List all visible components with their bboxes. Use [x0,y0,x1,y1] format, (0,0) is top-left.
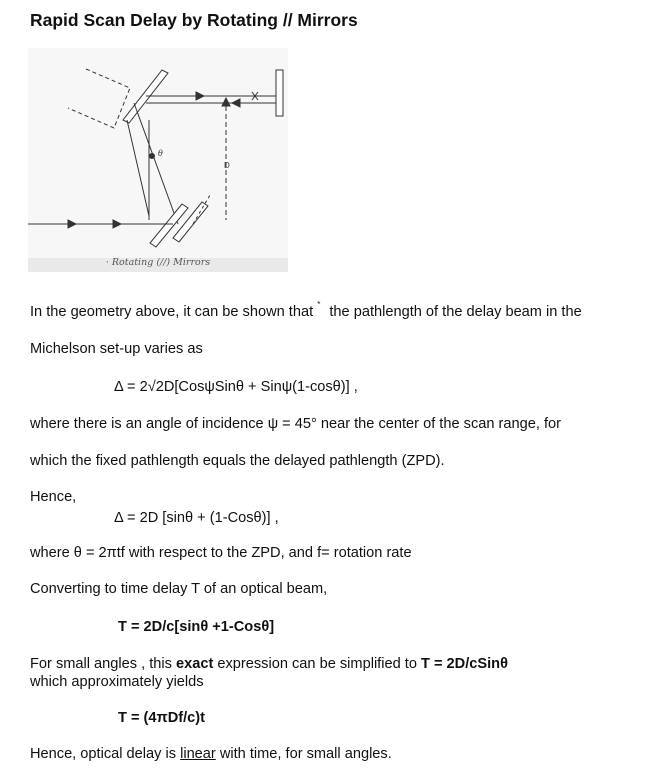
linear-word: linear [180,746,216,762]
distance-d-label: D [224,161,230,170]
pivot-point [150,154,155,159]
small-angles-middle: expression can be simplified to [213,656,421,672]
mirror-diagram [28,48,288,272]
exact-word: exact [176,656,214,672]
beam-diagonal [134,103,178,224]
figure-caption: · Rotating (//) Mirrors [105,257,211,268]
page-title: Rapid Scan Delay by Rotating // Mirrors [30,10,358,30]
equation-4: T = (4πDf/c)t [118,710,205,726]
conclusion-line [30,746,392,762]
hence-label: Hence, [30,489,77,505]
paragraph-1-line-1 [30,300,582,320]
paragraph-2-line-2: which the fixed pathlength equals the delayed pathlength (ZPD). [30,453,445,469]
approximately-line: which approximately yields [30,674,204,690]
where-theta-line: where θ = 2πtf with respect to the ZPD, and f= rotation rate [30,545,412,561]
small-angles-before: For small angles , this [30,656,176,672]
theta-label: θ [158,149,163,158]
small-angles-line [30,656,508,672]
para1-after: the pathlength of the delay beam in the [329,304,582,320]
arrow-d-top [222,98,230,106]
footnote-star: * [317,300,321,309]
arrow-lower-1 [68,220,76,228]
converting-line: Converting to time delay T of an optical beam, [30,581,328,597]
arrow-upper-2 [232,99,240,107]
equation-2: Δ = 2D [sinθ + (1-Cosθ)] , [114,510,279,526]
upper-mirror-rotated-dashed [68,69,130,128]
simplified-formula: T = 2D/cSinθ [421,656,508,672]
equation-1: Δ = 2√2D[CosψSinθ + Sinψ(1-cosθ)] , [114,379,358,395]
lower-mirror-1 [150,204,188,247]
conclusion-after: with time, for small angles. [215,746,392,762]
conclusion-before: Hence, optical delay is [30,746,181,762]
mirror-diagram-svg [28,48,288,272]
arrow-lower-2 [113,220,121,228]
para1-before: In the geometry above, it can be shown that [30,304,314,320]
arrow-upper-1 [196,92,204,100]
paragraph-1-line-2: Michelson set-up varies as [30,341,203,357]
equation-3: T = 2D/c[sinθ +1-Cosθ] [118,619,275,635]
fixed-mirror [276,70,283,116]
paragraph-2-line-1: where there is an angle of incidence ψ = 45° near the center of the scan range, for [30,416,561,432]
